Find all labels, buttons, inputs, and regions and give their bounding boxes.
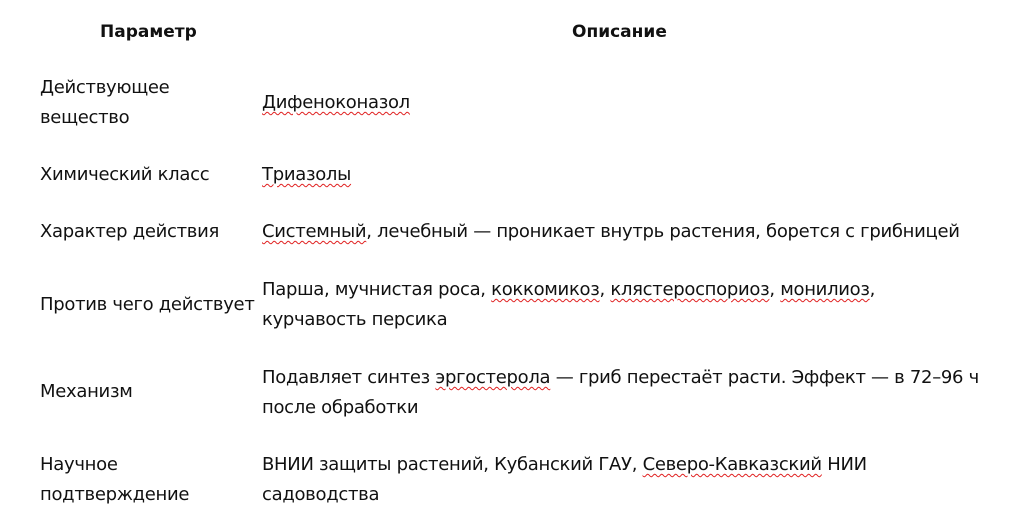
misspelled-word: коккомикоз: [491, 279, 600, 300]
desc-chemical-class: [262, 160, 351, 190]
desc-text: , лечебный — проникает внутрь растения, борется с грибницей: [366, 221, 960, 242]
param-line: Действующее: [40, 77, 170, 98]
misspelled-word: Северо-Кавказский: [642, 454, 822, 475]
misspelled-word: Триазолы: [262, 164, 352, 185]
desc-text: ,: [769, 279, 781, 300]
misspelled-word: монилиоз: [780, 279, 870, 300]
desc-active-substance: [262, 88, 410, 118]
param-line: Научное: [40, 454, 118, 475]
param-line: Химический класс: [40, 164, 210, 185]
param-line: Против чего действует: [40, 294, 255, 315]
param-targets: [40, 290, 255, 320]
param-chemical-class: [40, 160, 209, 190]
param-line: Характер действия: [40, 221, 220, 242]
misspelled-word: Системный: [262, 221, 367, 242]
desc-text: Парша, мучнистая роса,: [262, 279, 492, 300]
header-description: Описание: [572, 22, 667, 42]
param-scientific-confirmation: [40, 450, 189, 510]
desc-text: ,: [599, 279, 611, 300]
param-line: Механизм: [40, 381, 133, 402]
param-line: подтверждение: [40, 484, 190, 505]
desc-text: ,: [869, 279, 876, 300]
desc-line: [262, 363, 979, 393]
desc-targets: [262, 275, 875, 335]
desc-line: [262, 480, 867, 510]
desc-text: садоводства: [262, 484, 380, 505]
param-action-type: [40, 217, 219, 247]
misspelled-word: Дифеноконазол: [262, 92, 410, 113]
desc-action-type: [262, 217, 960, 247]
desc-text: — гриб перестаёт расти. Эффект — в 72–96 ч: [550, 367, 979, 388]
desc-text: ВНИИ защиты растений, Кубанский ГАУ,: [262, 454, 643, 475]
desc-line: [262, 88, 410, 118]
desc-line: [262, 305, 875, 335]
param-line: вещество: [40, 107, 130, 128]
desc-line: [262, 275, 875, 305]
desc-line: [262, 217, 960, 247]
desc-line: [262, 393, 979, 423]
misspelled-word: клястероспориоз: [610, 279, 770, 300]
param-mechanism: [40, 377, 133, 407]
desc-text: НИИ: [821, 454, 867, 475]
param-active-substance: [40, 73, 169, 133]
desc-text: после обработки: [262, 397, 419, 418]
desc-text: курчавость персика: [262, 309, 448, 330]
desc-line: [262, 450, 867, 480]
desc-line: [262, 160, 351, 190]
desc-scientific-confirmation: [262, 450, 867, 510]
misspelled-word: эргостерола: [435, 367, 551, 388]
desc-mechanism: [262, 363, 979, 423]
header-param: Параметр: [100, 22, 197, 42]
desc-text: Подавляет синтез: [262, 367, 436, 388]
